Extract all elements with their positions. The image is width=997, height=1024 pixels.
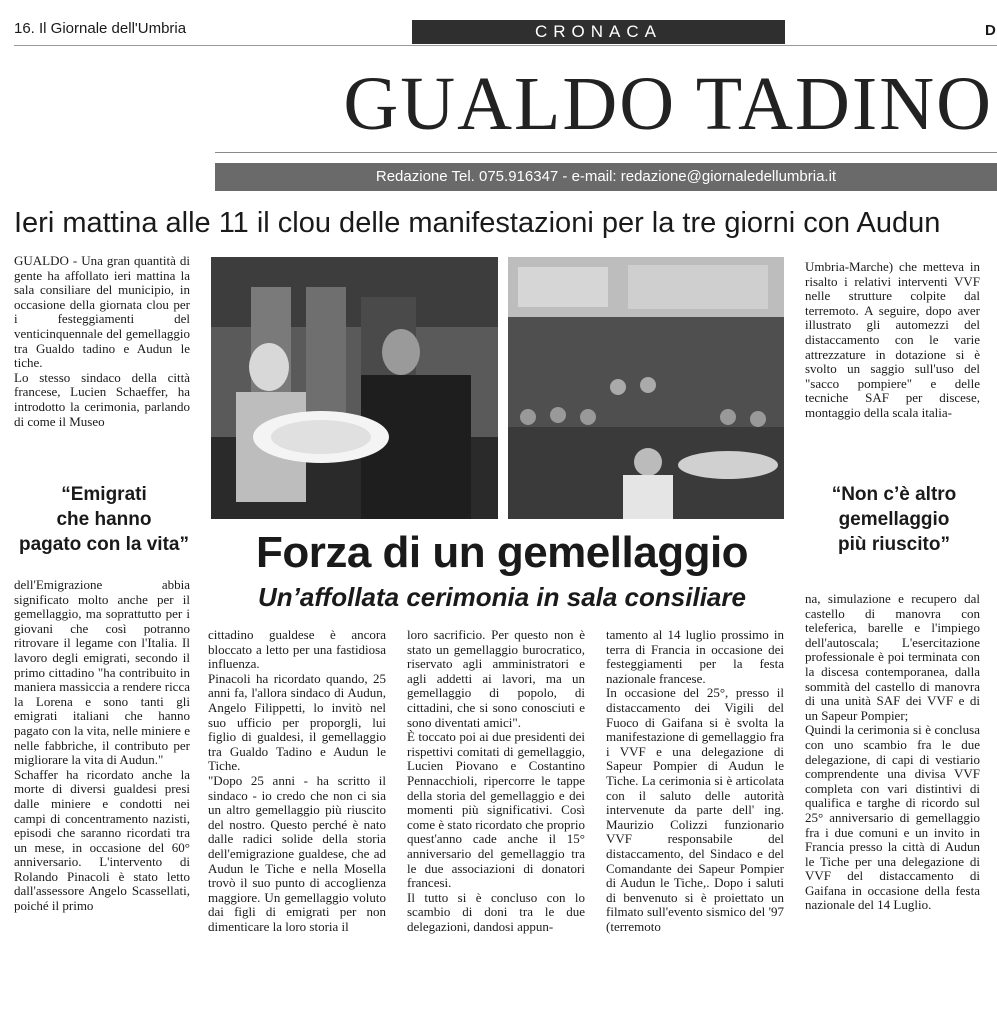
column-3: [407, 628, 585, 934]
paragraph: Pinacoli ha ricordato quando, 25 anni fa, l'allora sindaco di Audun, Angelo Filippetti, lo invitò nel suo ufficio per proporgli, lui figlio di gualdesi, il gemellaggio tra Gualdo Tadino e Audun le Tiche.: [208, 670, 386, 774]
pullquote-line: “Non c’è altro: [831, 484, 957, 505]
paragraph: È toccato poi ai due presidenti dei rispettivi comitati di gemellaggio, Lucien Piovano e Costantino Pennacchioli, ripercorre le tappe della storia del gemellaggio e dei momenti più significativi. Così come è stato ricordato che proprio quest'anno cade anche il 15° anniversario del gemellaggio tra le due associazioni di donatori francesi.: [407, 729, 585, 891]
photo-gift-exchange: [211, 257, 498, 519]
pullquote-line: più riuscito”: [838, 534, 950, 555]
pullquote-line: pagato con la vita”: [19, 534, 189, 555]
pullquote-line: che hanno: [56, 509, 152, 530]
paragraph: dell'Emigrazione abbia significato molto anche per il gemellaggio, ma soprattutto per i giovani che così potranno ritrovare il legame con l'Italia. Il lavoro degli emigrati, secondo il primo cittadino "ha contribuito in maniera massiccia a rendere ricca la Lorena e sono tanti gli emigrati italiani che hanno pagato con la vita, nelle miniere e nelle fabbriche, il contributo per migliorare la vita di Audun.": [14, 577, 190, 768]
subheadline: Un’affollata cerimonia in sala consiliare: [258, 582, 746, 612]
paragraph: Il tutto si è concluso con lo scambio di doni tra le due delegazioni, dandosi appun-: [407, 889, 585, 934]
paragraph: loro sacrificio. Per questo non è stato un gemellaggio burocratico, riservato agli amministratori e agli addetti ai lavori, ma un gemellaggio di popolo, di cittadini, che si sono conosciuti e sono diventati amici".: [407, 627, 585, 730]
photo-council-hall-image: [508, 257, 784, 519]
paragraph: "Dopo 25 anni - ha scritto il sindaco - io credo che non ci sia un altro gemellaggio più riuscito del nostro. Questo perché è nato dalle radici solide della storia dell'emigrazione gualdese, che ad Audun le Tiche e nella Mosella trovò il suo punto di accoglienza maggiore. Un gemellaggio voluto dai figli di emigrati per non dimenticare la loro storia il: [208, 772, 386, 934]
pullquote-line: “Emigrati: [61, 484, 147, 505]
column-1-top: [14, 254, 190, 429]
paragraph: Umbria-Marche) che metteva in risalto i relativi interventi VVF nelle strutture colpite dal terremoto. A seguire, dopo aver illustrato gli automezzi del distaccamento con le varie attrezzature in dotazione si è svolto un saggio sull'uso del "sacco pompiere" e delle tecniche SAF per discese, montaggio della scala italia-: [805, 259, 980, 420]
kicker-headline: Ieri mattina alle 11 il clou delle manifestazioni per la tre giorni con Audun: [14, 207, 941, 239]
paragraph: GUALDO - Una gran quantità di gente ha affollato ieri mattina la sala consiliare del municipio, in occasione della giornata clou per i festeggiamenti del venticinquennale del gemellaggio tra Gualdo tadino e Audun le tiche.: [14, 253, 190, 371]
top-rule: [14, 45, 997, 46]
column-5-top: [805, 260, 980, 421]
paragraph: cittadino gualdese è ancora bloccato a letto per una fastidiosa influenza.: [208, 627, 386, 672]
photo-council-hall: [508, 257, 784, 519]
photo-gift-exchange-image: [211, 257, 498, 519]
contact-bar: Redazione Tel. 075.916347 - e-mail: redazione@giornaledellumbria.it: [215, 163, 997, 191]
paragraph: Lo stesso sindaco della città francese, Lucien Schaeffer, ha introdotto la cerimonia, parlando di come il Museo: [14, 369, 190, 429]
column-5-bottom: [805, 592, 980, 913]
paragraph: Quindi la cerimonia si è conclusa con uno scambio fra le due delegazione, di capi di vestiario comprendente una divisa VVF completa con vari distintivi di qualifica e targhe di ricordo sul 25° anniversario di gemellaggio fra i due comuni e un invito in Francia presso la città di Audun le Tiche per una delegazione di VVF del distaccamento di Gaifana in occasione della festa nazionale del 14 Luglio.: [805, 722, 980, 913]
edge-letter: D: [985, 22, 996, 39]
paragraph: Schaffer ha ricordato anche la morte di diversi gualdesi presi dalle miniere e condotti nei campi di concentramento nazisti, episodi che saranno ricordati tra un mese, in occasione del 60° anniversario. L'intervento di Rolando Pinacoli è stato letto dall'assessore Angelo Scassellati, poiché il primo: [14, 766, 190, 914]
masthead: GUALDO TADINO: [343, 62, 993, 146]
column-1-bottom: [14, 578, 190, 914]
paragraph: tamento al 14 luglio prossimo in terra di Francia in occasione dei festeggiamenti per la festa nazionale francese.: [606, 627, 784, 686]
masthead-rule: [215, 152, 997, 153]
headline: Forza di un gemellaggio: [255, 528, 749, 577]
pullquote-left: [14, 482, 194, 557]
column-2: [208, 628, 386, 934]
paragraph: In occasione del 25°, presso il distaccamento dei Vigili del Fuoco di Gaifana si è svolta la manifestazione di gemellaggio fra i VVF e una delegazione di Sapeur Pompier di Audun le Tiche. La cerimonia si è articolata con il saluto delle autorità intervenute da parte dell' ing. Maurizio Colizzi funzionario VVF responsabile del distaccamento, del Sindaco e del Comandante dei Sapeur Pompier di Audun le Tiche,. Dopo i saluti di benvenuto si è proiettato un filmato sull'evento sismico del '97 (terremoto: [606, 685, 784, 934]
pullquote-line: gemellaggio: [838, 509, 950, 530]
pullquote-right: [800, 482, 988, 557]
paragraph: na, simulazione e recupero dal castello di manovra con teleferica, barelle e l'impiego dell'autoscala; L'esercitazione professionale è poi terminata con la discesa contemporanea, dalla sommità del castello di manovra di una unità SAF dei VVF e di un Sapeur Pompier;: [805, 591, 980, 723]
section-bar: CRONACA: [412, 20, 785, 44]
page-label: 16. Il Giornale dell'Umbria: [14, 20, 187, 37]
column-4: [606, 628, 784, 934]
